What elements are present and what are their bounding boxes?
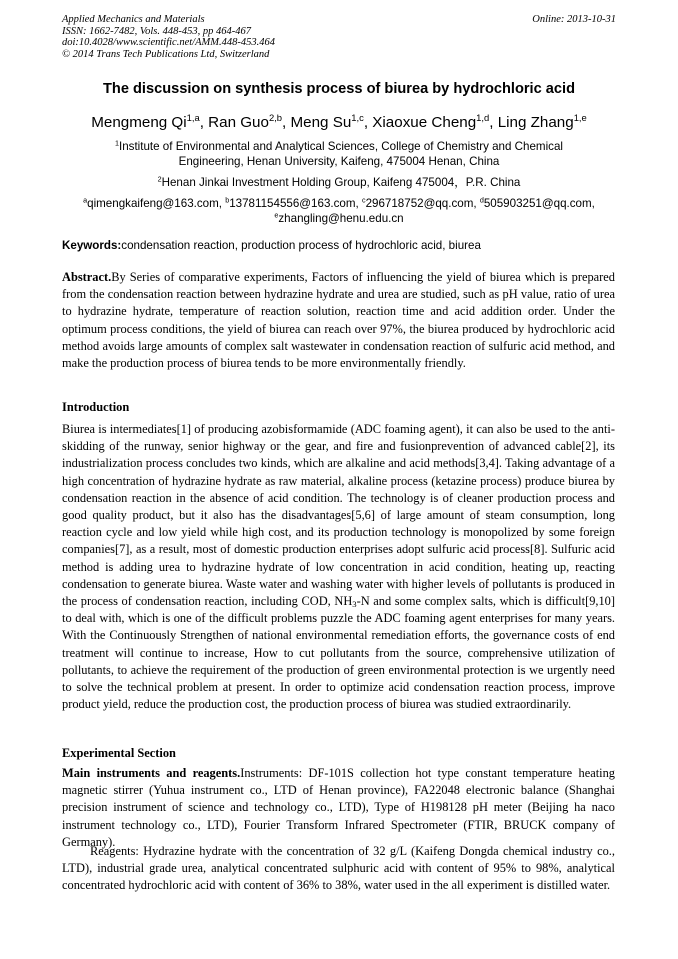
author-name: Mengmeng Qi bbox=[91, 114, 187, 131]
author-emails bbox=[40, 196, 638, 226]
email-mark: e bbox=[274, 210, 279, 220]
journal-issn: ISSN: 1662-7482, Vols. 448-453, pp 464-467 bbox=[62, 25, 251, 37]
instruments-text: Instruments: DF-101S collection hot type constant temperature heating magnetic stirrer (Yuhua instrument co., LTD of Henan province), FA22048 electronic balance (Shanghai precision instrument of science and technology co., LTD), Type of H198128 pH meter (Beijing ha naco instrument technology co., LTD), Fourier Transform Infrared Spectrometer (FTIR, BRUCK company of Germany). bbox=[62, 766, 615, 849]
author-name: Meng Su bbox=[290, 114, 352, 131]
keywords-text: condensation reaction, production process of hydrochloric acid, biurea bbox=[121, 239, 481, 252]
email-mark: a bbox=[83, 195, 88, 205]
keywords-label: Keywords: bbox=[62, 239, 122, 252]
abstract-text: By Series of comparative experiments, Factors of influencing the yield of biurea which is prepared from the condensation reaction between hydrazine hydrate and urea are studied, such as pH value, ratio of urea to hydrazine hydrate, temperature of reaction solution, reaction time and acid addition order. Under the optimum process conditions, the yield of biurea can reach over 97%, the biurea produced by hydrochloric acid method avoids large amounts of complex salt wastewater in condensation reaction of sulfuric acid method, and make the production process of biurea tends to be more environmentally friendly. bbox=[62, 270, 615, 371]
subscript: 3 bbox=[352, 599, 357, 610]
journal-header bbox=[62, 14, 616, 60]
email-address: zhangling@henu.edu.cn bbox=[278, 212, 404, 225]
email-address: 296718752@qq.com, bbox=[365, 197, 480, 210]
author-separator: , bbox=[489, 114, 498, 131]
affiliation-mark: 2 bbox=[157, 174, 162, 184]
author-separator: , bbox=[363, 114, 373, 131]
affiliation-text: Engineering, Henan University, Kaifeng, 475004 Henan, China bbox=[178, 155, 500, 168]
online-date: Online: 2013-10-31 bbox=[532, 14, 616, 25]
affiliation-1 bbox=[40, 139, 638, 169]
paper-title: The discussion on synthesis process of biurea by hydrochloric acid bbox=[103, 81, 575, 97]
author-affiliation-mark: 1,d bbox=[476, 112, 490, 124]
author-list bbox=[40, 113, 638, 133]
keywords bbox=[62, 238, 622, 253]
email-address: 13781154556@163.com, bbox=[229, 197, 362, 210]
journal-doi: doi:10.4028/www.scientific.net/AMM.448-453.464 bbox=[62, 37, 275, 48]
author-separator: , bbox=[199, 114, 209, 131]
instruments-paragraph bbox=[62, 765, 615, 851]
abstract-label: Abstract. bbox=[62, 270, 112, 284]
email-mark: c bbox=[361, 195, 366, 205]
email-address: qimengkaifeng@163.com, bbox=[87, 197, 226, 210]
reagents-paragraph: Reagents: Hydrazine hydrate with the concentration of 32 g/L (Kaifeng Dongda chemical industry co., LTD), industrial grade urea, analytical concentrated sulphuric acid with content of 95% to 98%, analytical concentrated hydrochloric acid with content of 36% to 38%, water used in the all experiment is distilled water. bbox=[62, 844, 615, 893]
introduction-heading: Introduction bbox=[62, 400, 130, 414]
author-name: Xiaoxue Cheng bbox=[372, 114, 477, 131]
abstract bbox=[62, 269, 615, 372]
author-affiliation-mark: 2,b bbox=[268, 112, 283, 124]
author-affiliation-mark: 1,e bbox=[573, 112, 587, 124]
introduction-paragraph bbox=[62, 421, 615, 713]
email-mark: b bbox=[225, 195, 230, 205]
email-address: 505903251@qq.com, bbox=[483, 197, 595, 210]
author-affiliation-mark: 1,c bbox=[351, 112, 364, 124]
author-name: Ling Zhang bbox=[497, 114, 574, 131]
introduction-text: -N and some complex salts, which is difficult[9,10] to deal with, which is one of the difficult problems puzzle the ADC foaming agent enterprises for many years. With the Continuously Strengthen of national environmental remediation efforts, the governance costs of end treatment will continue to increase, How to cut pollutants from the source, comprehensive utilization of pollutants, to achieve the requirement of the production of green environmental protection is we urgently need to solve the technical problem at present. In order to optimize acid condensation reaction process, improve product yield, reduce the production cost, the production process of biurea was studied extraordinarily. bbox=[62, 594, 616, 712]
affiliation-text: Institute of Environmental and Analytical Sciences, College of Chemistry and Chemical bbox=[118, 140, 563, 153]
instruments-label: Main instruments and reagents. bbox=[62, 766, 241, 780]
introduction-text: Biurea is intermediates[1] of producing azobisformamide (ADC foaming agent), it can also be used to the anti-skidding of the runway, senior highway or the gear, and fire and fusionprevention of advanced cable[2], its industrialization process concludes two kinds, which are alkaline and acid methods[3,4]. Taking advantage of a high concentration of hydrazine hydrate as raw material, alkaline process (ketazine process) produce biurea by condensation reaction in the absence of acid condition. The technology is of cleaner production process and good quality product, but it also has the disadvantages[5,6] of large amount of steam consumption, long reaction cycle and low yield while high cost, and its production technology is monopolized by some foreign companies[7], as a result, most of domestic production enterprises adopt sulfuric acid process[8]. Sulfuric acid method is adding urea to hydrazine hydrate of low concentration in acid condition, heating up, reacting condensation to generate biurea. Waste water and washing water with higher levels of pollutants is produced in the process of condensation reaction, including COD, NH bbox=[62, 422, 615, 609]
affiliation-mark: 1 bbox=[114, 138, 119, 148]
author-affiliation-mark: 1,a bbox=[186, 112, 200, 124]
author-separator: , bbox=[282, 114, 291, 131]
author-name: Ran Guo bbox=[208, 114, 269, 131]
affiliation-2 bbox=[40, 175, 638, 190]
journal-name: Applied Mechanics and Materials bbox=[62, 14, 205, 25]
experimental-heading: Experimental Section bbox=[62, 746, 176, 760]
email-mark: d bbox=[479, 195, 484, 205]
affiliation-text: Henan Jinkai Investment Holding Group, Kaifeng 475004，P.R. China bbox=[161, 176, 521, 189]
journal-copyright: © 2014 Trans Tech Publications Ltd, Switzerland bbox=[62, 48, 270, 60]
